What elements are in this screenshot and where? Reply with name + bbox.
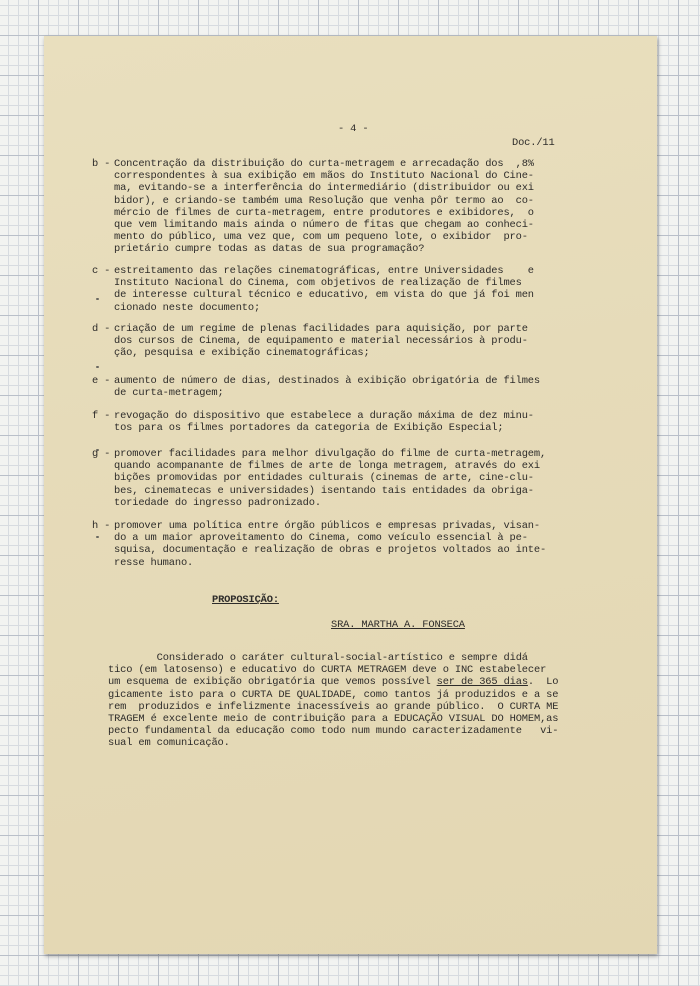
text-line: sual em comunicação. (108, 737, 230, 750)
item-letter: e - (92, 375, 111, 387)
item-letter: d - (92, 323, 111, 335)
text-line: promover facilidades para melhor divulgação do filme de curta-metragem, (114, 448, 547, 460)
text-line: que vem limitando mais ainda o número de fitas que chegam ao conheci- (114, 218, 534, 231)
item-letter: g - (92, 448, 111, 460)
text-line: estreitamento das relações cinematográficas, entre Universidades e (114, 265, 534, 277)
text-line: tico (em latosenso) e educativo do CURTA METRAGEM deve o INC estabelecer (108, 664, 547, 677)
text-line: dos cursos de Cinema, de equipamento e material necessários à produ- (114, 335, 528, 348)
text-line: prietário cumpre todas as datas de sua programação? (114, 243, 425, 256)
text-line: aumento de número de dias, destinados à exibição obrigatória de filmes (114, 375, 540, 387)
text-line: Instituto Nacional do Cinema, com objetivos de realização de filmes (114, 277, 522, 290)
item-text (114, 323, 528, 360)
text-line: correspondentes à sua exibição em mãos do Instituto Nacional do Cine- (114, 170, 534, 183)
text-line: quando acompanante de filmes de arte de longa metragem, através do exi (114, 460, 540, 473)
item-letter: f - (92, 410, 111, 422)
proposition-body (108, 652, 558, 750)
text-line: mento do público, uma vez que, com um pequeno lote, o exibidor pro- (114, 231, 528, 244)
text-line: resse humano. (114, 556, 194, 569)
text-line: Considerado o caráter cultural-social-artístico e sempre didá (108, 652, 528, 664)
item-text (114, 410, 534, 434)
text-line: de curta-metragem; (114, 387, 224, 400)
text-line: revogação do dispositivo que estabelece a duração máxima de dez minu- (114, 410, 534, 422)
text-line: gicamente isto para o CURTA DE QUALIDADE, como tantos já produzidos e a se (108, 688, 559, 701)
underlined-phrase: ser de 365 dias (436, 676, 528, 689)
item-text (114, 375, 540, 399)
text-line: cionado neste documento; (114, 301, 261, 314)
text-line: squisa, documentação e realização de obras e projetos voltados ao inte- (114, 544, 547, 557)
item-text (114, 520, 546, 569)
text-line: ma, evitando-se a interferência do intermediário (distribuidor ou exi (114, 182, 534, 195)
page-number: - 4 - (338, 123, 369, 135)
punch-mark (96, 298, 99, 300)
text-line: bições promovidas por entidades culturais (cinemas de arte, cine-clu- (114, 472, 534, 485)
item-text (114, 265, 534, 314)
item-text (114, 158, 534, 256)
text-line: toriedade do ingresso padronizado. (114, 496, 321, 509)
text-line: um esquema de exibição obrigatória que vemos possível ser de 365 dias. Lo (108, 676, 559, 689)
text-line: Concentração da distribuição do curta-metragem e arrecadação dos ,8% (114, 158, 534, 170)
text-line: TRAGEM é excelente meio de contribuição para a EDUCAÇÃO VISUAL DO HOMEM,as (108, 712, 559, 725)
item-letter: h - (92, 520, 111, 532)
item-letter: b - (92, 158, 111, 170)
punch-mark (96, 366, 99, 368)
proposition-heading: PROPOSIÇÃO: (212, 594, 279, 606)
text-line: do a um maior aproveitamento do Cinema, como veículo essencial à pe- (114, 532, 528, 545)
item-text (114, 448, 546, 509)
author-name: SRA. MARTHA A. FONSECA (331, 619, 465, 631)
document-reference: Doc./11 (512, 137, 555, 149)
text-line: rem produzidos e infelizmente inacessíveis ao grande público. O CURTA ME (108, 700, 559, 713)
item-letter: c - (92, 265, 111, 277)
text-line: tos para os filmes portadores da categoria de Exibição Especial; (114, 422, 504, 435)
text-line: mércio de filmes de curta-metragem, entre produtores e exibidores, o (114, 206, 534, 219)
punch-mark (96, 536, 99, 538)
text-line: criação de um regime de plenas facilidades para aquisição, por parte (114, 323, 528, 335)
text-line: pecto fundamental da educação como todo num mundo caracterizadamente vi- (108, 725, 559, 738)
text-line: bidor), e criando-se também uma Resolução que venha pôr termo ao co- (114, 194, 534, 207)
text-line: bes, cinematecas e universidades) isentando tais entidades da obriga- (114, 484, 534, 497)
text-line: ção, pesquisa e exibição cinematográficas; (114, 347, 370, 360)
text-line: promover uma política entre órgão públicos e empresas privadas, visan- (114, 520, 540, 532)
text-line: de interesse cultural técnico e educativo, em vista do que já foi men (114, 289, 534, 302)
